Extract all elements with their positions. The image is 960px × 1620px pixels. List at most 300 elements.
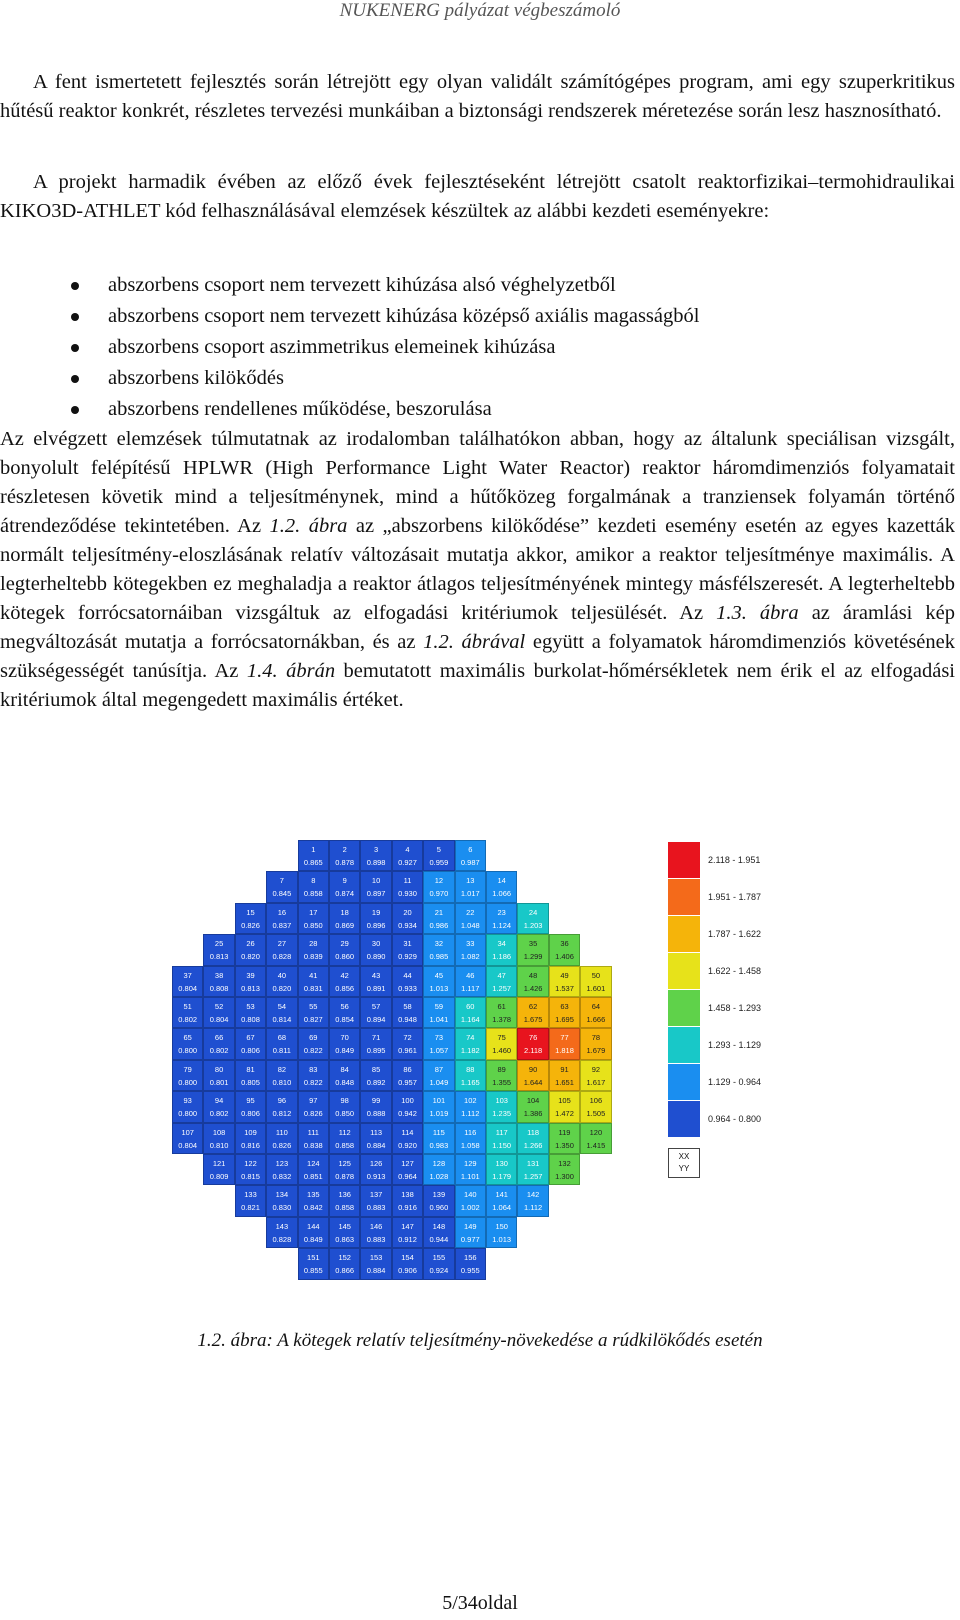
- cell-value: 1.695: [555, 1015, 574, 1024]
- cell-value: 0.813: [209, 952, 229, 962]
- cell-value: 0.842: [303, 1203, 323, 1213]
- cell-number: 83: [309, 1064, 318, 1074]
- cell-number: 84: [340, 1064, 349, 1074]
- cell-value: 0.894: [366, 1015, 386, 1024]
- core-cell: [360, 1185, 391, 1216]
- core-cell: [203, 1060, 234, 1091]
- cell-value: 0.828: [272, 1234, 292, 1244]
- cell-value: 1.460: [492, 1046, 512, 1056]
- core-cell: [517, 903, 548, 934]
- cell-number: 139: [432, 1190, 446, 1200]
- cell-number: 29: [340, 939, 349, 949]
- core-cell: [329, 871, 360, 902]
- core-cell: [486, 1028, 517, 1059]
- cell-value: 1.048: [460, 920, 480, 930]
- legend-label: 1.129 - 0.964: [708, 1077, 762, 1087]
- cell-number: 10: [371, 876, 381, 886]
- cell-value: 0.822: [303, 1046, 323, 1056]
- cell-value: 0.804: [178, 1140, 198, 1150]
- core-cell: [486, 1091, 517, 1122]
- core-cell: [580, 1060, 611, 1091]
- cell-number: 104: [526, 1096, 540, 1106]
- cell-number: 46: [466, 970, 475, 980]
- cell-number: 123: [275, 1159, 289, 1168]
- cell-value: 0.802: [209, 1109, 229, 1119]
- cell-number: 37: [183, 970, 192, 980]
- core-cell: [235, 1185, 266, 1216]
- cell-value: 0.934: [398, 920, 417, 930]
- cell-value: 0.831: [303, 983, 323, 993]
- core-cell: [455, 1091, 486, 1122]
- cell-number: 25: [214, 939, 224, 949]
- core-cell: [517, 1028, 548, 1059]
- cell-value: 0.896: [366, 920, 386, 930]
- core-cell: [360, 871, 391, 902]
- cell-value: 0.858: [335, 1203, 355, 1213]
- cell-value: 1.064: [492, 1203, 512, 1213]
- cell-value: 1.675: [523, 1015, 543, 1024]
- cell-value: 0.883: [366, 1203, 386, 1213]
- cell-value: 0.812: [272, 1109, 292, 1119]
- core-cell: [235, 903, 266, 934]
- core-cell: [360, 966, 391, 997]
- core-cell: [360, 1123, 391, 1154]
- legend-label: 1.787 - 1.622: [708, 929, 762, 939]
- cell-value: 1.415: [586, 1140, 606, 1150]
- core-cell: [392, 1060, 423, 1091]
- core-cell: [329, 1028, 360, 1059]
- figure-ref: 1.2. ábrával: [423, 631, 526, 653]
- cell-value: 0.863: [335, 1234, 355, 1244]
- cell-number: 35: [528, 939, 538, 949]
- core-cell: [423, 1217, 454, 1248]
- cell-value: 1.472: [555, 1109, 574, 1119]
- core-cell: [360, 997, 391, 1028]
- cell-number: 102: [464, 1096, 477, 1106]
- core-cell: [298, 1154, 329, 1185]
- legend-swatch: [668, 1101, 700, 1137]
- cell-value: 0.820: [241, 952, 260, 962]
- core-cell: [203, 934, 234, 965]
- cell-value: 1.112: [523, 1203, 543, 1213]
- core-cell: [423, 1060, 454, 1091]
- cell-value: 0.898: [366, 858, 386, 867]
- cell-value: 0.961: [398, 1046, 417, 1056]
- cell-number: 62: [528, 1002, 538, 1011]
- cell-value: 0.811: [272, 1046, 291, 1056]
- cell-value: 0.850: [335, 1109, 355, 1119]
- core-cell: [392, 934, 423, 965]
- cell-value: 0.848: [335, 1077, 355, 1087]
- cell-number: 32: [434, 939, 444, 949]
- cell-value: 0.897: [366, 889, 386, 899]
- core-cell: [549, 1123, 580, 1154]
- core-cell: [486, 1217, 517, 1248]
- cell-value: 1.818: [555, 1046, 574, 1056]
- cell-number: 87: [434, 1064, 444, 1074]
- core-cell: [360, 934, 391, 965]
- cell-value: 1.257: [523, 1172, 543, 1181]
- cell-number: 17: [309, 907, 318, 917]
- cell-value: 0.916: [398, 1203, 417, 1213]
- cell-number: 74: [466, 1033, 475, 1043]
- cell-value: 0.987: [460, 858, 480, 867]
- cell-value: 0.878: [335, 858, 355, 867]
- cell-number: 130: [495, 1159, 508, 1168]
- cell-value: 0.865: [303, 858, 323, 867]
- cell-number: 42: [340, 970, 349, 980]
- list-item: abszorbens csoport nem tervezett kihúzása középső axiális magasságból: [0, 301, 940, 332]
- cell-value: 1.679: [586, 1046, 606, 1056]
- cell-number: 109: [244, 1127, 257, 1137]
- cell-value: 0.816: [241, 1140, 260, 1150]
- core-cell: [455, 1028, 486, 1059]
- list-item: abszorbens csoport nem tervezett kihúzása alsó véghelyzetből: [0, 270, 940, 301]
- core-cell: [392, 966, 423, 997]
- cell-value: 1.019: [429, 1109, 449, 1119]
- cell-value: 1.101: [460, 1172, 480, 1181]
- cell-value: 0.839: [303, 952, 323, 962]
- core-cell: [235, 1123, 266, 1154]
- cell-number: 97: [309, 1096, 318, 1106]
- cell-value: 1.049: [429, 1077, 449, 1087]
- core-cell: [392, 1028, 423, 1059]
- cell-value: 1.299: [523, 952, 543, 962]
- cell-value: 1.041: [429, 1015, 449, 1024]
- core-cell: [549, 934, 580, 965]
- legend-label: 0.964 - 0.800: [708, 1114, 762, 1124]
- core-cell: [423, 1028, 454, 1059]
- cell-value: 0.800: [178, 1109, 198, 1119]
- cell-number: 41: [309, 970, 318, 980]
- cell-value: 0.800: [178, 1046, 198, 1056]
- cell-value: 1.235: [492, 1109, 512, 1119]
- cell-number: 61: [497, 1002, 506, 1011]
- core-cell: [423, 840, 454, 871]
- core-cell: [329, 1154, 360, 1185]
- cell-number: 64: [591, 1002, 601, 1011]
- cell-number: 9: [342, 876, 347, 886]
- cell-number: 148: [432, 1221, 446, 1231]
- cell-number: 115: [432, 1127, 445, 1137]
- cell-number: 22: [466, 907, 475, 917]
- core-cell: [172, 997, 203, 1028]
- paragraph-3: Az elvégzett elemzések túlmutatnak az irodalomban találhatókon abban, hogy az általunk speciálisan vizsgált, bonyolult felépítésű HPLWR (High Performance Light Water Reactor) reaktor háromdimenziós folyamatait részletesen követik mind a teljesítménynek, mind a hűtőközeg forgalmának a tranziensek folyamán történő átrendeződése tekintetében. Az 1.2. ábra az „abszorbens kilökődése” kezdeti esemény esetén az egyes kazetták normált teljesítmény-eloszlásának relatív változásait mutatja akkor, amikor a reaktor teljesítménye maximális. A legterheltebb kötegekben ez meghaladja a reaktor átlagos teljesítményének mintegy másfélszeresét. A legterheltebb kötegek forrócsatornáiban vizsgáltuk az elfogadási kritériumok teljesülését. Az 1.3. ábra az áramlási kép megváltozását mutatja a forrócsatornákban, és az 1.2. ábrával együtt a folyamatok háromdimenziós követésének szükségességét tanúsítja. Az 1.4. ábrán bemutatott maximális burkolat-hőmérsékletek nem érik el az elfogadási kritériumok által megengedett maximális értéket.: [0, 428, 956, 711]
- cell-value: 1.426: [523, 983, 543, 993]
- core-cell: [298, 1248, 329, 1279]
- core-cell: [298, 1123, 329, 1154]
- cell-value: 1.013: [492, 1234, 512, 1244]
- cell-number: 23: [497, 907, 506, 917]
- core-cell: [517, 934, 548, 965]
- cell-number: 53: [246, 1002, 255, 1011]
- figure-ref: 1.4. ábrán: [246, 660, 336, 682]
- cell-number: 146: [369, 1221, 383, 1231]
- cell-value: 0.804: [178, 983, 198, 993]
- cell-value: 0.849: [303, 1234, 323, 1244]
- cell-value: 1.505: [586, 1109, 606, 1119]
- core-cell: [266, 1185, 297, 1216]
- cell-number: 45: [434, 970, 444, 980]
- cell-number: 8: [311, 876, 316, 886]
- cell-number: 141: [495, 1190, 508, 1200]
- core-cell: [549, 1028, 580, 1059]
- cell-number: 135: [307, 1190, 320, 1200]
- cell-value: 1.644: [523, 1077, 543, 1087]
- cell-value: 1.406: [555, 952, 574, 962]
- core-cell: [549, 1060, 580, 1091]
- cell-number: 52: [214, 1002, 224, 1011]
- cell-number: 93: [183, 1096, 192, 1106]
- cell-value: 1.028: [429, 1172, 449, 1181]
- cell-number: 33: [466, 939, 475, 949]
- cell-number: 66: [214, 1033, 224, 1043]
- cell-value: 1.057: [429, 1046, 449, 1056]
- cell-value: 1.257: [492, 983, 512, 993]
- core-cell: [266, 1154, 297, 1185]
- cell-value: 0.895: [366, 1046, 386, 1056]
- cell-value: 0.837: [272, 920, 292, 930]
- cell-value: 0.826: [241, 920, 260, 930]
- cell-number: 72: [403, 1033, 412, 1043]
- cell-value: 0.888: [366, 1109, 386, 1119]
- cell-value: 0.866: [335, 1266, 355, 1276]
- core-cell: [329, 934, 360, 965]
- legend-label: 2.118 - 1.951: [708, 855, 761, 865]
- core-cell: [580, 1123, 611, 1154]
- core-cell: [392, 840, 423, 871]
- cell-number: 21: [434, 907, 444, 917]
- cell-number: 117: [495, 1127, 508, 1137]
- core-cell: [486, 1060, 517, 1091]
- cell-value: 1.058: [460, 1140, 480, 1150]
- cell-number: 133: [244, 1190, 257, 1200]
- cell-number: 134: [275, 1190, 289, 1200]
- core-cell: [455, 1185, 486, 1216]
- cell-number: 3: [374, 845, 379, 854]
- core-cell: [203, 1123, 234, 1154]
- cell-number: 40: [277, 970, 287, 980]
- core-cell: [298, 1091, 329, 1122]
- figure-ref: 1.3. ábra: [716, 602, 799, 624]
- core-cell: [329, 1060, 360, 1091]
- cell-number: 59: [434, 1002, 444, 1011]
- cell-value: 0.806: [241, 1109, 260, 1119]
- cell-number: 98: [340, 1096, 349, 1106]
- core-cell: [423, 934, 454, 965]
- core-cell: [298, 997, 329, 1028]
- cell-number: 119: [558, 1127, 571, 1137]
- cell-number: 6: [468, 845, 473, 854]
- cell-number: 30: [371, 939, 381, 949]
- cell-value: 0.927: [398, 858, 417, 867]
- cell-value: 0.884: [366, 1140, 386, 1150]
- core-cell: [360, 903, 391, 934]
- cell-value: 1.300: [555, 1172, 574, 1181]
- cell-value: 0.890: [366, 952, 386, 962]
- cell-value: 0.820: [272, 983, 292, 993]
- cell-number: 121: [212, 1159, 226, 1168]
- core-cell: [392, 871, 423, 902]
- core-cell: [517, 1060, 548, 1091]
- core-cell: [172, 1060, 203, 1091]
- cell-value: 1.179: [492, 1172, 512, 1181]
- core-cell: [203, 1028, 234, 1059]
- cell-value: 0.892: [366, 1077, 386, 1087]
- cell-value: 1.017: [460, 889, 480, 899]
- bullet-icon: [71, 344, 79, 352]
- cell-number: 81: [246, 1064, 255, 1074]
- cell-value: 0.826: [272, 1140, 292, 1150]
- cell-number: 63: [560, 1002, 569, 1011]
- cell-value: 0.933: [398, 983, 417, 993]
- core-cell: [298, 1185, 329, 1216]
- core-cell: [517, 997, 548, 1028]
- cell-value: 0.858: [303, 889, 323, 899]
- cell-number: 86: [403, 1064, 412, 1074]
- cell-number: 60: [466, 1002, 475, 1011]
- cell-value: 1.266: [523, 1140, 543, 1150]
- cell-value: 0.802: [178, 1015, 198, 1024]
- legend-label: 1.458 - 1.293: [708, 1003, 762, 1013]
- cell-key: [668, 1148, 700, 1178]
- core-cell: [486, 1185, 517, 1216]
- cell-value: 0.810: [209, 1140, 229, 1150]
- cell-value: 0.808: [209, 983, 229, 993]
- cell-value: 0.860: [335, 952, 355, 962]
- core-cell: [392, 1123, 423, 1154]
- cell-value: 1.182: [460, 1046, 480, 1056]
- cell-number: 96: [277, 1096, 287, 1106]
- core-cell: [172, 966, 203, 997]
- cell-value: 1.651: [555, 1077, 574, 1087]
- legend-swatch: [668, 842, 700, 878]
- core-cell: [517, 966, 548, 997]
- cell-number: 76: [528, 1033, 538, 1043]
- cell-number: 150: [495, 1221, 508, 1231]
- cell-number: 153: [369, 1253, 383, 1263]
- cell-number: 55: [309, 1002, 318, 1011]
- cell-value: 1.186: [492, 952, 512, 962]
- cell-number: 88: [466, 1064, 475, 1074]
- cell-number: 103: [495, 1096, 508, 1106]
- cell-value: 1.378: [492, 1015, 512, 1024]
- cell-number: 77: [560, 1033, 569, 1043]
- cell-number: 43: [371, 970, 381, 980]
- cell-value: 0.924: [429, 1266, 449, 1276]
- cell-number: 24: [528, 907, 538, 917]
- cell-number: 142: [526, 1190, 540, 1200]
- core-cell: [203, 1154, 234, 1185]
- cell-value: 0.986: [429, 920, 449, 930]
- cell-value: 0.948: [398, 1015, 417, 1024]
- cell-value: 1.355: [492, 1077, 512, 1087]
- core-cell: [329, 1123, 360, 1154]
- cell-number: 34: [497, 939, 506, 949]
- core-cell: [203, 997, 234, 1028]
- bullet-icon: [71, 282, 79, 290]
- cell-number: 80: [214, 1064, 224, 1074]
- cell-value: 1.124: [492, 920, 512, 930]
- core-cell: [423, 1091, 454, 1122]
- cell-number: 69: [309, 1033, 318, 1043]
- core-cell: [423, 1185, 454, 1216]
- list-item: abszorbens kilökődés: [0, 363, 940, 394]
- core-cell: [266, 1028, 297, 1059]
- core-cell: [329, 903, 360, 934]
- cell-value: 0.913: [366, 1172, 386, 1181]
- core-cell: [549, 997, 580, 1028]
- core-cell: [360, 1154, 391, 1185]
- cell-number: 57: [371, 1002, 381, 1011]
- cell-number: 128: [432, 1159, 446, 1168]
- core-cell: [549, 1154, 580, 1185]
- cell-value: 0.929: [398, 952, 417, 962]
- cell-number: 38: [214, 970, 224, 980]
- cell-number: 155: [432, 1253, 446, 1263]
- cell-number: 99: [371, 1096, 381, 1106]
- core-cell: [455, 997, 486, 1028]
- cell-number: 70: [340, 1033, 349, 1043]
- core-cell: [486, 966, 517, 997]
- cell-number: 95: [246, 1096, 255, 1106]
- core-cell: [549, 966, 580, 997]
- core-cell: [486, 934, 517, 965]
- core-cell: [580, 966, 611, 997]
- core-cell: [486, 1154, 517, 1185]
- cell-number: 110: [275, 1127, 288, 1137]
- core-cell: [455, 903, 486, 934]
- core-cell: [235, 1154, 266, 1185]
- core-cell: [423, 1154, 454, 1185]
- cell-value: 1.150: [492, 1140, 512, 1150]
- cell-value: 1.117: [461, 983, 480, 993]
- cell-value: 1.203: [523, 920, 543, 930]
- cell-value: 2.118: [523, 1046, 543, 1056]
- cell-number: 125: [338, 1159, 351, 1168]
- core-cell: [266, 871, 297, 902]
- core-cell: [455, 934, 486, 965]
- cell-value: 1.165: [460, 1077, 480, 1087]
- legend-swatch: [668, 1027, 700, 1063]
- core-cell: [266, 934, 297, 965]
- core-cell: [580, 1028, 611, 1059]
- core-cell: [235, 966, 266, 997]
- cell-value: 0.983: [429, 1140, 449, 1150]
- core-cell: [266, 997, 297, 1028]
- core-cell: [517, 1123, 548, 1154]
- cell-number: 154: [401, 1253, 414, 1263]
- cell-number: 13: [466, 876, 475, 886]
- core-cell: [423, 1248, 454, 1279]
- page-footer: 5/34oldal: [442, 1592, 518, 1614]
- cell-value: 1.537: [555, 983, 574, 993]
- cell-number: 136: [338, 1190, 351, 1200]
- core-cell: [423, 997, 454, 1028]
- cell-number: 73: [434, 1033, 444, 1043]
- cell-number: 16: [277, 907, 287, 917]
- core-cell: [329, 997, 360, 1028]
- cell-number: 56: [340, 1002, 349, 1011]
- core-cell: [235, 997, 266, 1028]
- cell-number: 75: [497, 1033, 506, 1043]
- cell-number: 108: [212, 1127, 226, 1137]
- cell-value: 0.970: [429, 889, 449, 899]
- core-cell: [329, 1248, 360, 1279]
- core-cell: [298, 871, 329, 902]
- core-cell: [455, 1154, 486, 1185]
- page-header: NUKENERG pályázat végbeszámoló: [339, 0, 621, 21]
